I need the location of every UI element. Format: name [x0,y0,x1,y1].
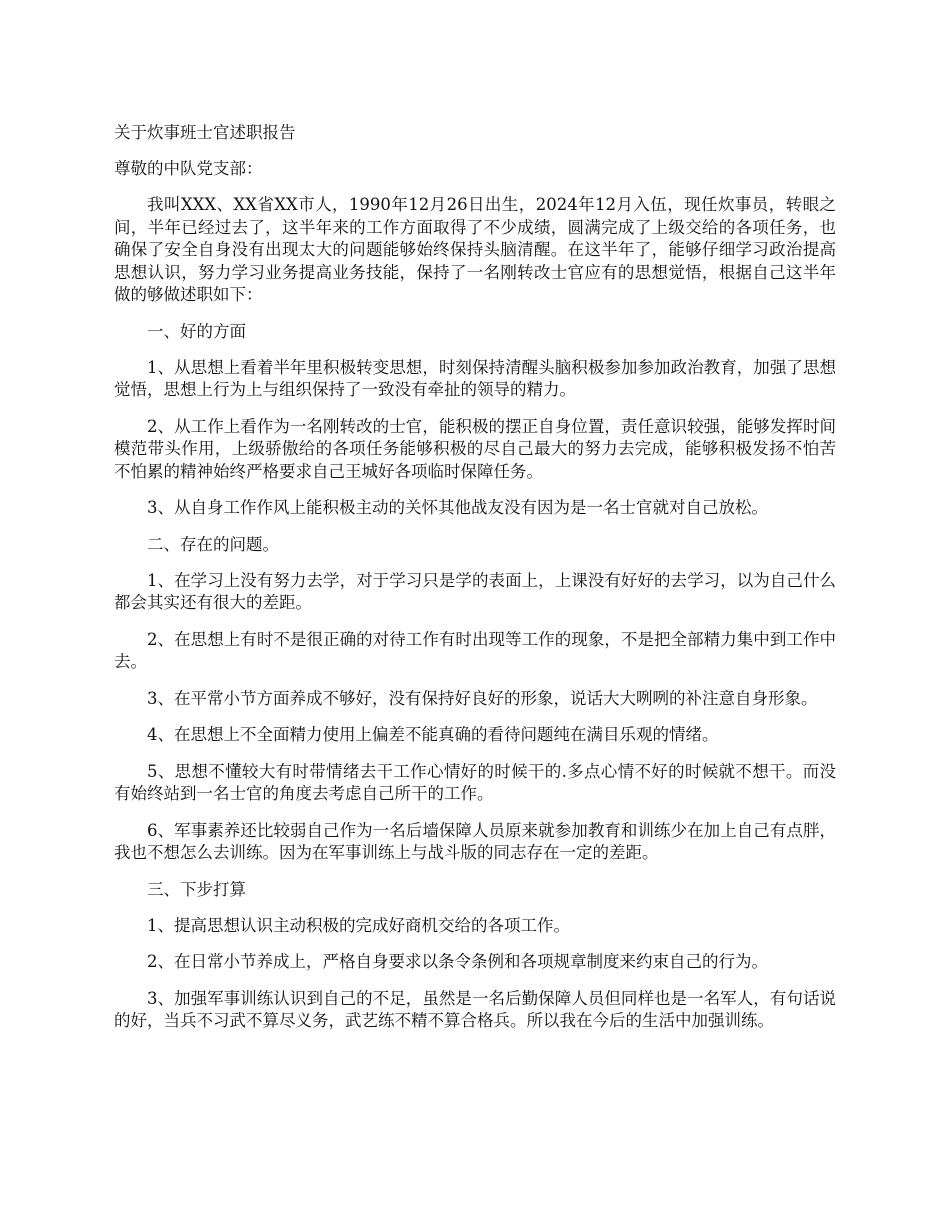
salutation: 尊敬的中队党支部： [114,159,263,178]
document-title: 关于炊事班士官述职报告 [114,123,296,142]
list-item: 2、在日常小节养成上，严格自身要求以条令条例和各项规章制度来约束自己的行为。 [147,952,768,971]
section-heading-strengths: 一、好的方面 [147,321,246,341]
list-item: 2、从工作上看作为一名刚转改的士官，能积极的摆正自身位置，责任意识较强，能够发挥时间模范带头作用，上级骄傲给的各项任务能够积极的尽自己最大的努力去完成，能够积极发扬不怕苦不怕累的精神始终严格要求自己王城好各项临时保障任务。 [114,416,836,481]
list-item: 4、在思想上不全面精力使用上偏差不能真确的看待问题纯在满目乐观的情绪。 [147,725,719,744]
list-item: 5、思想不懂较大有时带情绪去干工作心情好的时候干的.多点心情不好的时候就不想干。而没有始终站到一名士官的角度去考虑自己所干的工作。 [114,761,836,803]
list-item: 1、从思想上看着半年里积极转变思想，时刻保持清醒头脑积极参加参加政治教育，加强了思想觉悟，思想上行为上与组织保持了一致没有牵扯的领导的精力。 [114,357,836,399]
list-item: 6、军事素养还比较弱自己作为一名后墙保障人员原来就参加教育和训练少在加上自己有点胖，我也不想怎么去训练。因为在军事训练上与战斗版的同志存在一定的差距。 [114,820,836,862]
list-item: 3、从自身工作作风上能积极主动的关怀其他战友没有因为是一名士官就对自己放松。 [147,498,768,517]
document-page [114,122,836,1047]
list-item: 1、提高思想认识主动积极的完成好商机交给的各项工作。 [147,915,570,935]
list-item: 3、加强军事训练认识到自己的不足，虽然是一名后勤保障人员但同样也是一名军人，有句话说的好，当兵不习武不算尽义务，武艺练不精不算合格兵。所以我在今后的生活中加强训练。 [114,988,836,1030]
list-item: 2、在思想上有时不是很正确的对待工作有时出现等工作的现象，不是把全部精力集中到工作中去。 [114,629,836,671]
intro-paragraph: 我叫XXX、XX省XX市人，1990年12月26日出生，2024年12月入伍，现任炊事员，转眼之间，半年已经过去了，这半年来的工作方面取得了不少成绩，圆满完成了上级交给的各项任务，也确保了安全自身没有出现太大的问题能够始终保持头脑清醒。在这半年了，能够仔细学习政治提高思想认识，努力学习业务提高业务技能，保持了一名刚转改士官应有的思想觉悟，根据自己这半年做的够做述职如下： [114,195,836,304]
list-item: 1、在学习上没有努力去学，对于学习只是学的表面上，上课没有好好的去学习，以为自己什么都会其实还有很大的差距。 [114,570,836,612]
list-item: 3、在平常小节方面养成不够好，没有保持好良好的形象，说话大大咧咧的补注意自身形象。 [147,688,818,708]
section-heading-problems: 二、存在的问题。 [147,534,279,554]
section-heading-next-steps: 三、下步打算 [147,879,246,899]
